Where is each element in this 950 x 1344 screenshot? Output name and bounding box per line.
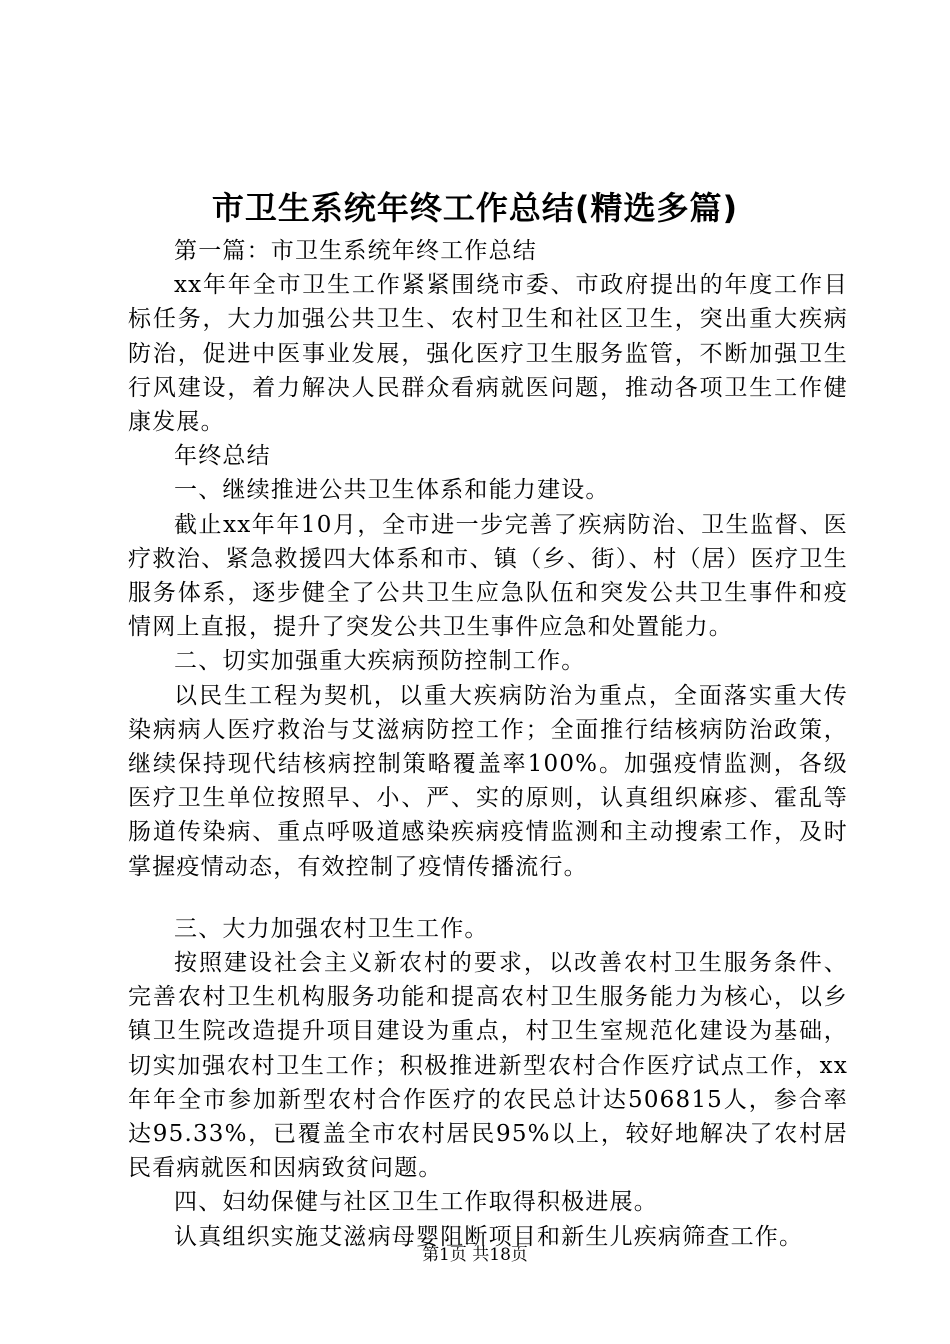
paragraph-1: 截止xx年年10月，全市进一步完善了疾病防治、卫生监督、医疗救治、紧急救援四大体系和市、镇（乡、街）、村（居）医疗卫生服务体系，逐步健全了公共卫生应急队伍和突发公共卫生事件和疫情网上直报，提升了突发公共卫生事件应急和处置能力。 [128, 511, 848, 641]
blank-line [128, 884, 848, 912]
document-body [128, 234, 848, 1254]
paragraph-2: 以民生工程为契机，以重大疾病防治为重点，全面落实重大传染病病人医疗救治与艾滋病防控工作；全面推行结核病防治政策，继续保持现代结核病控制策略覆盖率100%。加强疫情监测，各级医疗卫生单位按照早、小、严、实的原则，认真组织麻疹、霍乱等肠道传染病、重点呼吸道感染疾病疫情监测和主动搜索工作，及时掌握疫情动态，有效控制了疫情传播流行。 [128, 682, 848, 880]
section-heading-part-one: 第一篇：市卫生系统年终工作总结 [174, 238, 537, 264]
section-heading-1: 一、继续推进公共卫生体系和能力建设。 [174, 477, 610, 504]
page-number: 第1页 共18页 [422, 1245, 528, 1265]
section-heading-2: 二、切实加强重大疾病预防控制工作。 [174, 648, 586, 675]
paragraph-intro: xx年年全市卫生工作紧紧围绕市委、市政府提出的年度工作目标任务，大力加强公共卫生、农村卫生和社区卫生，突出重大疾病防治，促进中医事业发展，强化医疗卫生服务监管，不断加强卫生行风建设，着力解决人民群众看病就医问题，推动各项卫生工作健康发展。 [128, 272, 848, 436]
section-heading-summary: 年终总结 [174, 443, 271, 470]
section-heading-3: 三、大力加强农村卫生工作。 [174, 915, 489, 942]
document-title: 市卫生系统年终工作总结(精选多篇) [211, 189, 739, 227]
section-heading-4: 四、妇幼保健与社区卫生工作取得积极进展。 [174, 1189, 658, 1216]
paragraph-4: 认真组织实施艾滋病母婴阻断项目和新生儿疾病筛查工作。 [174, 1223, 804, 1250]
paragraph-3: 按照建设社会主义新农村的要求，以改善农村卫生服务条件、完善农村卫生机构服务功能和提高农村卫生服务能力为核心，以乡镇卫生院改造提升项目建设为重点，村卫生室规范化建设为基础，切实加强农村卫生工作；积极推进新型农村合作医疗试点工作，xx年年全市参加新型农村合作医疗的农民总计达506815人，参合率达95.33%，已覆盖全市农村居民95%以上，较好地解决了农村居民看病就医和因病致贫问题。 [128, 950, 848, 1182]
